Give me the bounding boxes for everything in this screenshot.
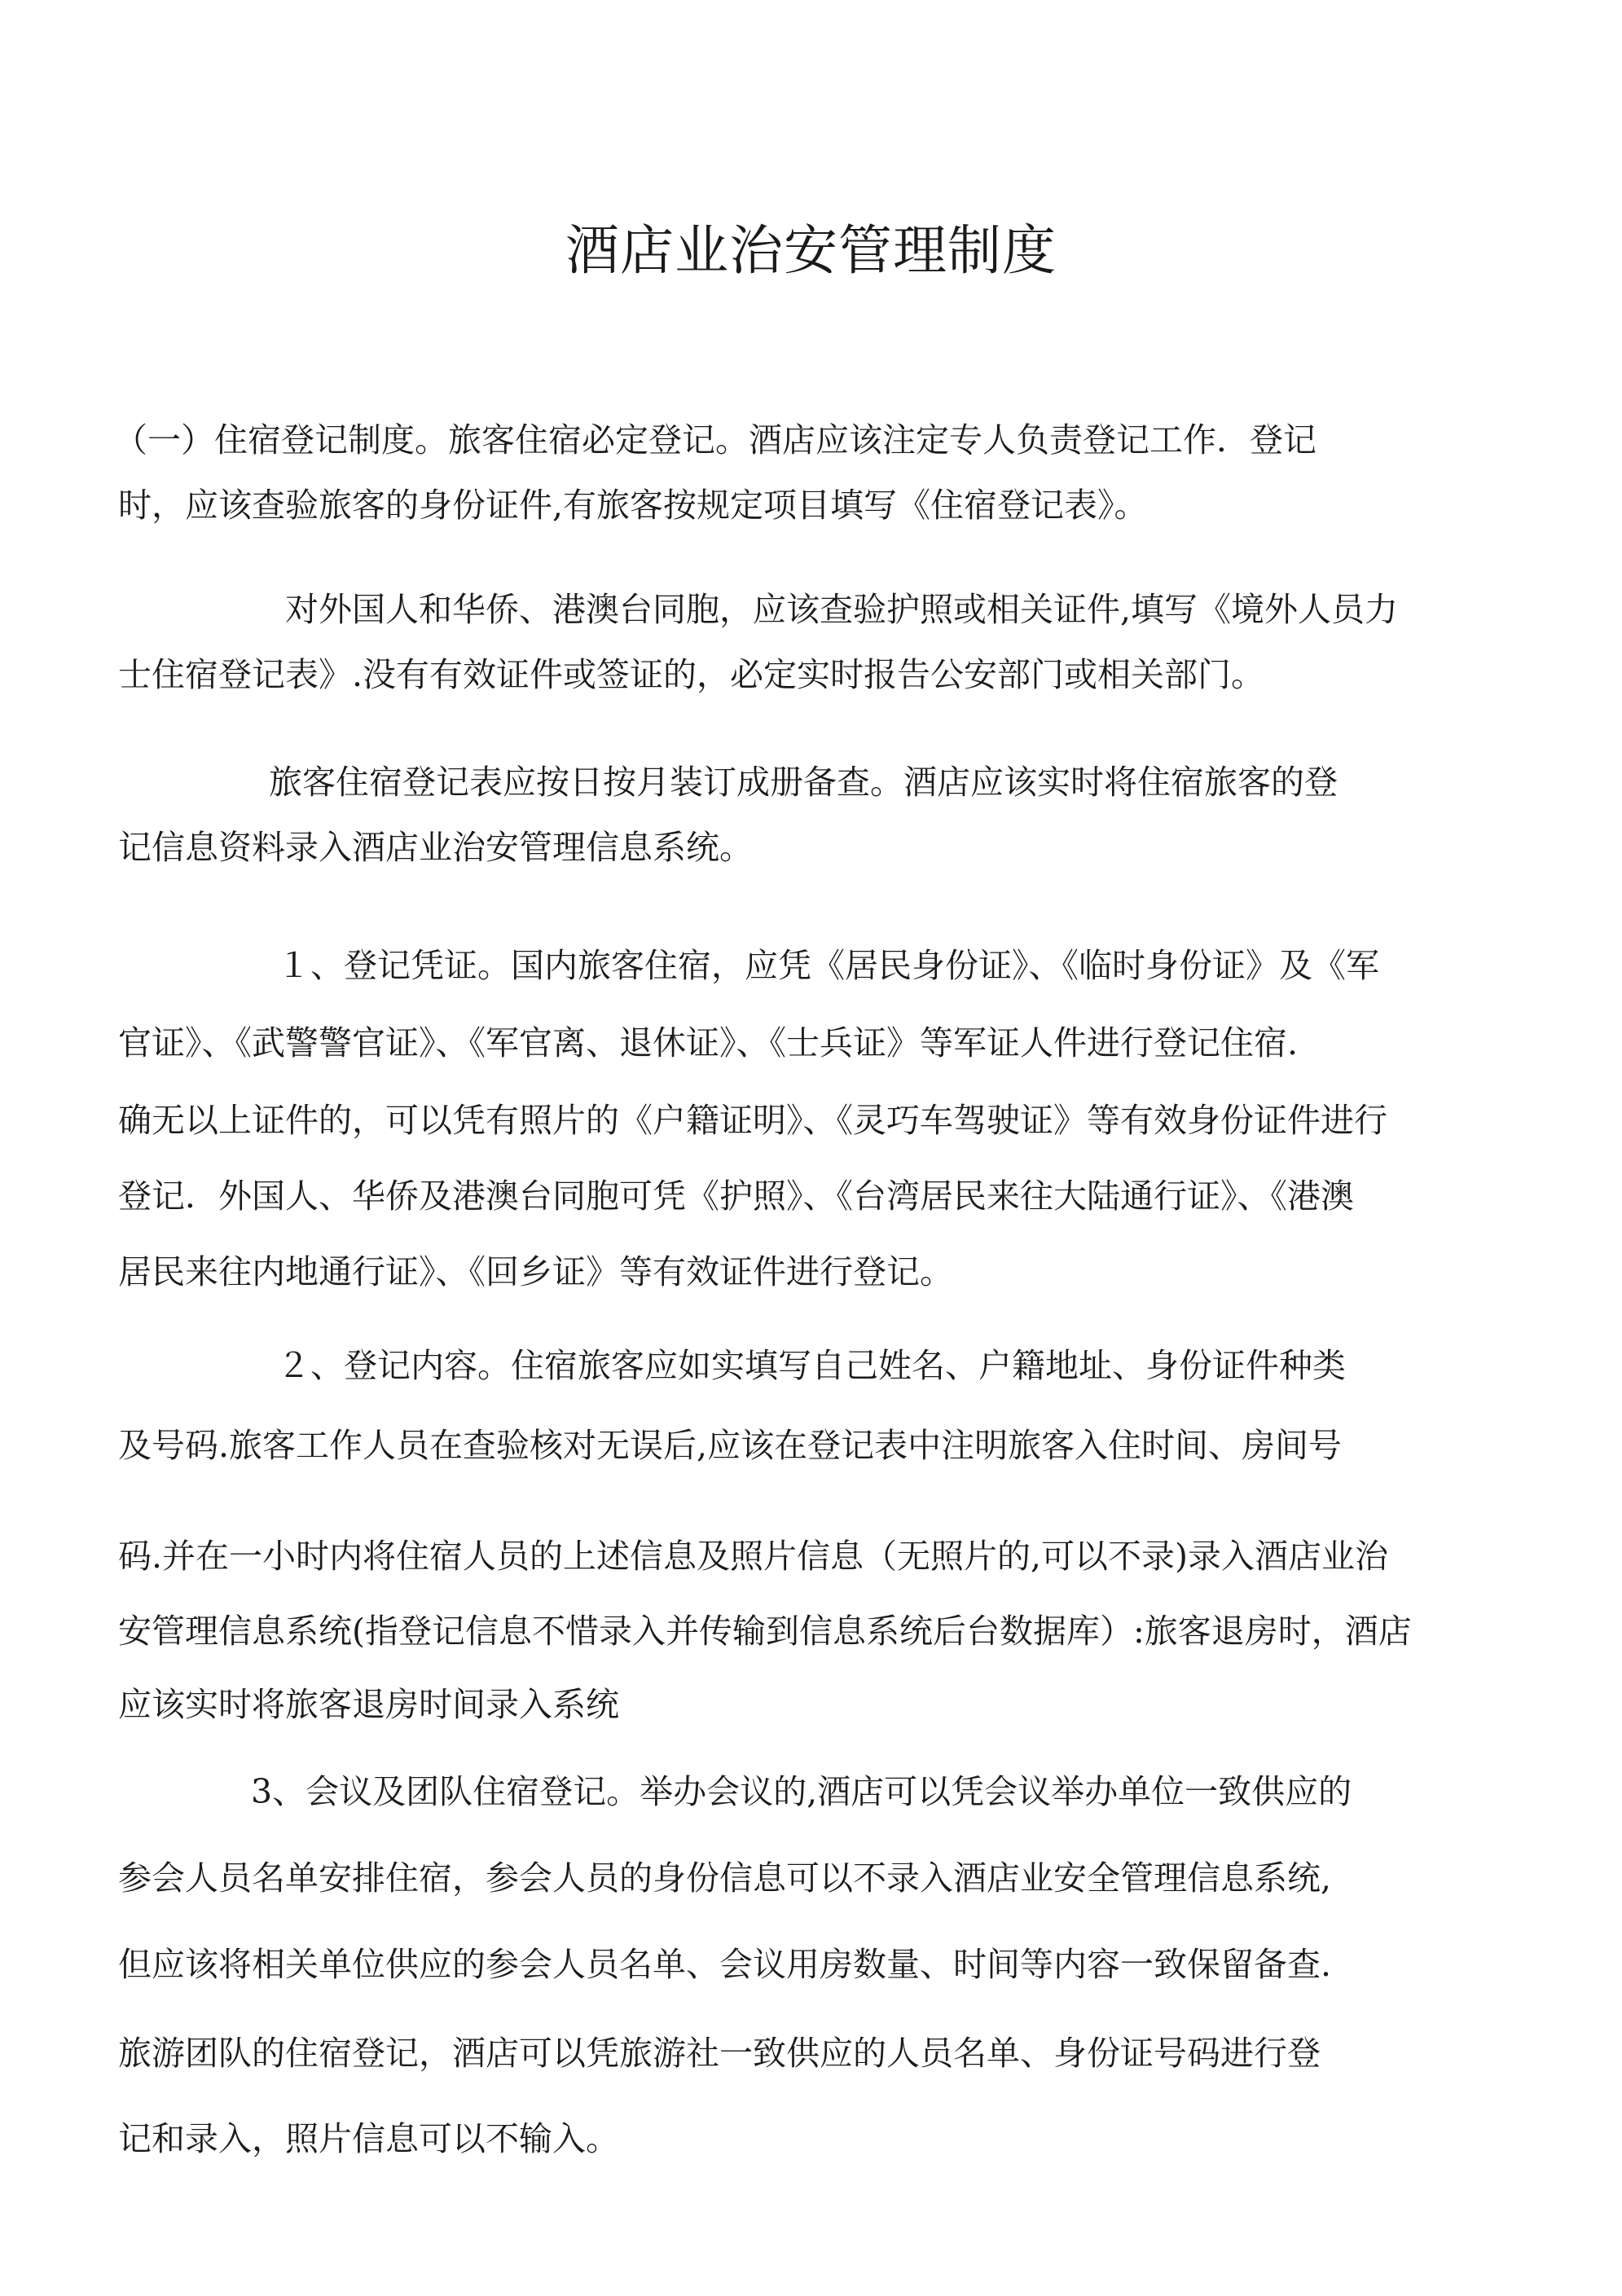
text-line: 士住宿登记表》.没有有效证件或签证的，必定实时报告公安部门或相关部门。 [118, 655, 1265, 694]
document-title: 酒店业治安管理制度 [565, 219, 1057, 282]
text-line: 对外国人和华侨、港澳台同胞，应该查验护照或相关证件,填写《境外人员力 [285, 590, 1399, 629]
text-line: 3、会议及团队住宿登记。举办会议的,酒店可以凭会议举办单位一致供应的 [251, 1772, 1352, 1811]
text-line: （一）住宿登记制度。旅客住宿必定登记。酒店应该注定专人负责登记工作．登记 [114, 420, 1317, 460]
text-line: 参会人员名单安排住宿，参会人员的身份信息可以不录入酒店业安全管理信息系统, [118, 1858, 1332, 1898]
text-line: 码.并在一小时内将住宿人员的上述信息及照片信息（无照片的,可以不录)录入酒店业治 [118, 1537, 1389, 1576]
text-line: 旅游团队的住宿登记，酒店可以凭旅游社一致供应的人员名单、身份证号码进行登 [118, 2034, 1321, 2073]
text-line: 旅客住宿登记表应按日按月装订成册备查。酒店应该实时将住宿旅客的登 [269, 763, 1338, 802]
text-line: 居民来往内地通行证》、《回乡证》等有效证件进行登记。 [118, 1252, 953, 1291]
text-line: 安管理信息系统(指登记信息不惜录入并传输到信息系统后台数据库）:旅客退房时，酒店 [118, 1612, 1412, 1651]
text-line: 确无以上证件的，可以凭有照片的《户籍证明》、《灵巧车驾驶证》等有效身份证件进行 [118, 1101, 1387, 1140]
text-line: 及号码.旅客工作人员在查验核对无误后,应该在登记表中注明旅客入住时间、房间号 [118, 1426, 1343, 1465]
text-line: 时，应该查验旅客的身份证件,有旅客按规定项目填写《住宿登记表》。 [118, 486, 1148, 525]
text-line: １、登记凭证。国内旅客住宿，应凭《居民身份证》、《临时身份证》及《军 [277, 946, 1379, 985]
text-line: 但应该将相关单位供应的参会人员名单、会议用房数量、时间等内容一致保留备查. [118, 1945, 1332, 1984]
text-line: ２、登记内容。住宿旅客应如实填写自己姓名、户籍地址、身份证件种类 [277, 1346, 1346, 1385]
text-line: 应该实时将旅客退房时间录入系统 [118, 1685, 619, 1724]
text-line: 记信息资料录入酒店业治安管理信息系统。 [118, 828, 753, 867]
text-line: 记和录入，照片信息可以不输入。 [118, 2119, 619, 2158]
text-line: 官证》、《武警警官证》、《军官离、退休证》、《士兵证》等军证人件进行登记住宿. [118, 1023, 1299, 1062]
text-line: 登记．外国人、华侨及港澳台同胞可凭《护照》、《台湾居民来往大陆通行证》、《港澳 [118, 1177, 1354, 1216]
